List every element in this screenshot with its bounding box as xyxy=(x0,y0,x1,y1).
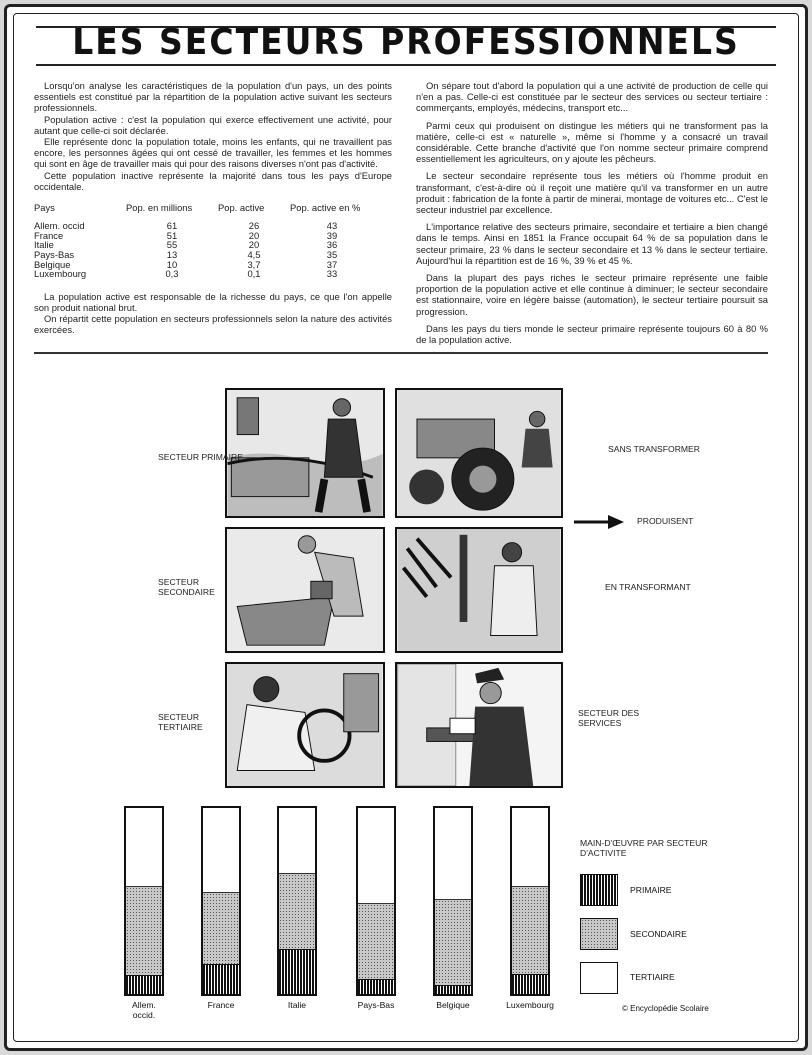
bar-category-label: Italie xyxy=(287,1000,307,1010)
paragraph: Cette population inactive représente la majorité dans tous les pays d'Europe occidentale. xyxy=(34,169,392,192)
table-header: Pays xyxy=(34,202,55,214)
bar-segment-secondaire xyxy=(435,899,471,985)
table-header: Pop. active xyxy=(218,202,265,214)
paragraph: Le secteur secondaire représente tous les métiers où l'homme produit en transformant, c'est-à-dire où il reçoit une matière qu'il va transformer en un autre produit : fabrication de la fonte à partir de minerai, montage de voitures etc... C'est le secteur industriel par excellence. xyxy=(416,170,768,216)
left-text-column xyxy=(34,80,392,336)
bar-pays-bas xyxy=(356,806,396,996)
label-secteur-services: SECTEUR DES SERVICES xyxy=(578,708,640,728)
label-produisent: PRODUISENT xyxy=(637,516,694,526)
paragraph: Population active : c'est la population qui exerce effectivement une activité, pour autant que celle-ci soit déclarée. xyxy=(34,113,392,136)
bar-segment-primaire xyxy=(203,964,239,994)
bar-category-label: Allem. occid. xyxy=(132,1000,156,1020)
bar-italie xyxy=(277,806,317,996)
bar-segment-primaire xyxy=(512,974,548,994)
table-cell: 13 xyxy=(166,249,178,261)
bar-segment-secondaire xyxy=(512,886,548,973)
table-cell: 3,7 xyxy=(247,258,261,270)
bar-segment-secondaire xyxy=(279,873,315,949)
bar-segment-primaire xyxy=(279,949,315,994)
table-cell: 26 xyxy=(248,220,260,232)
label-en-transformant: EN TRANSFORMANT xyxy=(605,582,691,592)
copyright-credit: © Encyclopédie Scolaire xyxy=(622,1004,709,1013)
section-divider xyxy=(34,352,768,354)
bar-category-label: Luxembourg xyxy=(506,1000,554,1010)
illustration-fisherman xyxy=(225,388,385,518)
paragraph: L'importance relative des secteurs primaire, secondaire et tertiaire a bien changé dans le temps. Ainsi en 1851 la France occupait 64 % de sa population dans le secteur primaire, 23 % dans le secteur secondaire et 13 % dans le secteur tertiaire. Aujourd'hui la répartition est de 16 %, 39 % et 45 %. xyxy=(416,221,768,266)
bar-belgique xyxy=(433,806,473,996)
title-rule-bottom xyxy=(36,64,776,66)
table-cell: 61 xyxy=(166,220,178,232)
legend-label-secondaire: SECONDAIRE xyxy=(630,929,687,939)
bar-segment-secondaire xyxy=(126,886,162,975)
table-cell: 37 xyxy=(326,258,338,270)
illustration-steelworker xyxy=(395,527,563,653)
bar-category-label: France xyxy=(207,1000,235,1010)
tractor-drawing xyxy=(397,390,561,516)
table-cell: 43 xyxy=(326,220,338,232)
table-cell: 20 xyxy=(248,239,260,251)
bar-category-label: Belgique xyxy=(436,1000,470,1010)
illustration-tractor xyxy=(395,388,563,518)
bar-segment-primaire xyxy=(435,985,471,994)
table-row xyxy=(34,231,374,241)
bar-segment-primaire xyxy=(358,979,394,994)
bar-luxembourg xyxy=(510,806,550,996)
table-cell: 35 xyxy=(326,249,338,261)
illustration-postman xyxy=(395,662,563,788)
table-cell: 4,5 xyxy=(247,249,261,261)
table-row xyxy=(34,221,374,231)
paragraph: Parmi ceux qui produisent on distingue les métiers qui ne transforment pas la matière, celle-ci est « naturelle », même si l'homme y a consacré un travail considérable. Cette branche d'activité que l'on nomme secteur primaire comprend essentiellement les agriculteurs, on y ajoute les pêcheurs. xyxy=(416,119,768,165)
table-cell: Italie xyxy=(34,239,54,251)
table-cell: 55 xyxy=(166,239,178,251)
table-cell: 0,3 xyxy=(165,268,179,280)
bar-france xyxy=(201,806,241,996)
bar-segment-tertiaire xyxy=(203,808,239,892)
table-cell: Luxembourg xyxy=(34,268,87,280)
paragraph: Lorsqu'on analyse les caractéristiques de la population d'un pays, un des points essentiels est constitué par la répartition de la population active suivant les secteurs professionnels. xyxy=(34,80,392,114)
table-cell: France xyxy=(34,229,64,241)
table-body xyxy=(34,221,374,279)
table-cell: Allem. occid xyxy=(34,220,85,232)
bar-category-label: Pays-Bas xyxy=(357,1000,395,1010)
table-cell: 10 xyxy=(166,258,178,270)
table-cell: 0,1 xyxy=(247,268,261,280)
bar-segment-primaire xyxy=(126,975,162,994)
table-cell: Belgique xyxy=(34,258,71,270)
bar-segment-tertiaire xyxy=(435,808,471,899)
bar-segment-tertiaire xyxy=(358,808,394,903)
label-sans-transformer: SANS TRANSFORMER xyxy=(608,444,700,454)
table-cell: 51 xyxy=(166,229,178,241)
bar-segment-secondaire xyxy=(203,892,239,965)
mason-drawing xyxy=(227,529,383,651)
population-table xyxy=(34,202,374,279)
table-row xyxy=(34,250,374,260)
paragraph: On répartit cette population en secteurs professionnels selon la nature des activités exercées. xyxy=(34,313,392,336)
bar-segment-tertiaire xyxy=(512,808,548,886)
label-secteur-tertiaire: SECTEUR TERTIAIRE xyxy=(158,712,203,732)
steelworker-drawing xyxy=(397,529,561,651)
legend-swatch-tertiaire xyxy=(580,962,618,994)
paragraph: La population active est responsable de la richesse du pays, ce que l'on appelle son produit national brut. xyxy=(34,290,392,313)
table-header-row xyxy=(34,202,374,221)
page-title: LES SECTEURS PROFESSIONNELS xyxy=(72,20,740,63)
table-cell: Pays-Bas xyxy=(34,249,75,261)
table-header: Pop. active en % xyxy=(290,202,361,214)
bar-segment-secondaire xyxy=(358,903,394,979)
fisherman-drawing xyxy=(227,390,383,516)
bar-allem-occid- xyxy=(124,806,164,996)
driver-drawing xyxy=(227,664,383,786)
arrow-right-icon xyxy=(574,515,624,529)
legend-label-primaire: PRIMAIRE xyxy=(630,885,672,895)
table-cell: 36 xyxy=(326,239,338,251)
table-cell: 33 xyxy=(326,268,338,280)
label-secteur-primaire: SECTEUR PRIMAIRE xyxy=(158,452,243,462)
table-cell: 39 xyxy=(326,229,338,241)
bar-segment-tertiaire xyxy=(279,808,315,873)
table-row xyxy=(34,269,374,279)
paragraph: Dans la plupart des pays riches le secteur primaire représente une faible proportion de la population active et elle continue à diminuer; le secteur secondaire est stationnaire, voire en légère baisse (automation), le secteur tertiaire poursuit sa progression. xyxy=(416,272,768,317)
paragraph: On sépare tout d'abord la population qui a une activité de production de celle qui n'en a pas. Celle-ci est constituée par le secteur des services ou secteur tertiaire : commerçants, employés, médecins, transport etc... xyxy=(416,80,768,114)
postman-drawing xyxy=(397,664,561,786)
legend-swatch-primaire xyxy=(580,874,618,906)
table-row xyxy=(34,240,374,250)
table-cell: 20 xyxy=(248,229,260,241)
paragraph: Dans les pays du tiers monde le secteur primaire représente toujours 60 à 80 % de la population active. xyxy=(416,322,768,346)
table-header: Pop. en millions xyxy=(126,202,193,214)
legend-swatch-secondaire xyxy=(580,918,618,950)
illustration-mason xyxy=(225,527,385,653)
bar-segment-tertiaire xyxy=(126,808,162,886)
legend-title: MAIN-D'ŒUVRE PAR SECTEUR D'ACTIVITE xyxy=(580,838,708,858)
legend-label-tertiaire: TERTIAIRE xyxy=(630,972,675,982)
paragraph: Elle représente donc la population totale, moins les enfants, qui ne travaillent pas encore, les personnes âgées qui ont cessé de travailler, les femmes et les hommes qui sont en âge de travailler mais qui pour des raisons diverses n'ont pas d'activité. xyxy=(34,136,392,170)
illustration-driver xyxy=(225,662,385,788)
right-text-column xyxy=(416,80,768,351)
label-secteur-secondaire: SECTEUR SECONDAIRE xyxy=(158,577,215,597)
